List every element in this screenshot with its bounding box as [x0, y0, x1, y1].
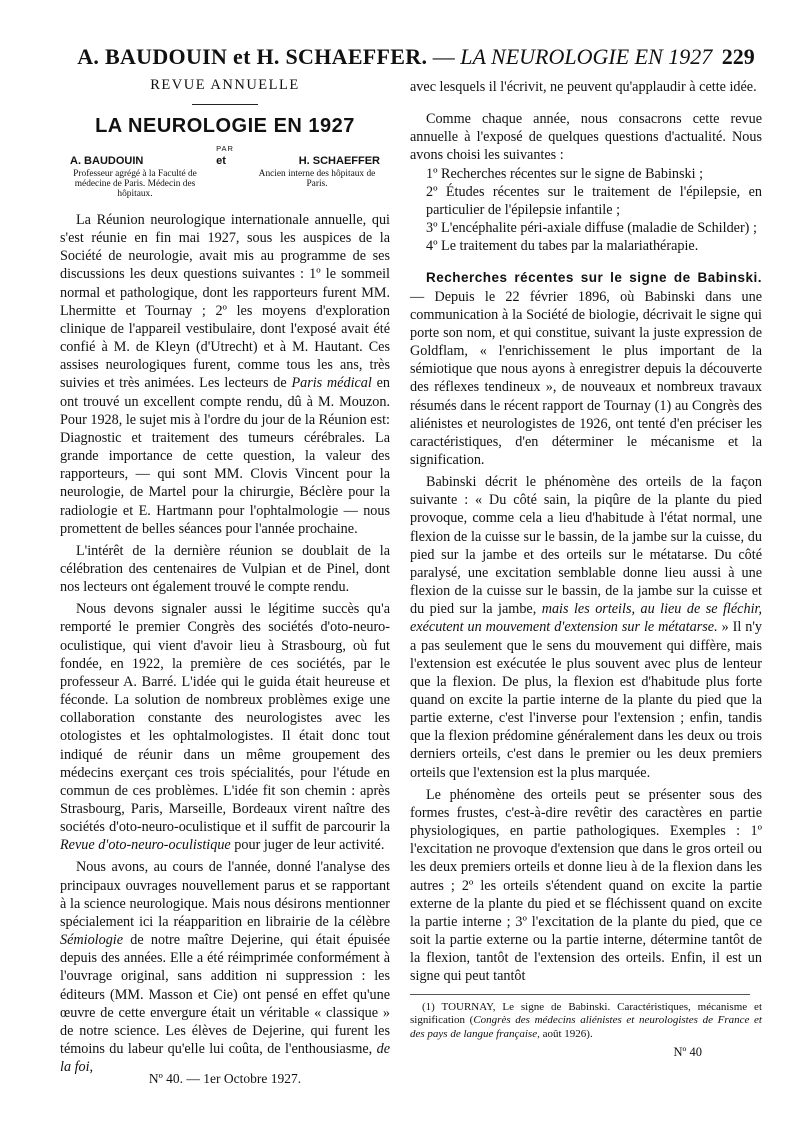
left-column: [60, 76, 390, 1076]
rubric: REVUE ANNUELLE: [150, 77, 300, 93]
running-header: [60, 44, 772, 70]
header-dash: —: [432, 44, 455, 69]
affiliations: [60, 169, 390, 199]
title-rule: [192, 104, 258, 105]
paragraph: Le phénomène des orteils peut se présenter sous des formes frustes, c'est-à-dire revêtir des caractères en partie physiologiques, en partie pathologiques. Exemples : 1º l'excitation ne provoque d'extension que dans le gros orteil ou les deux premiers orteils et donne lieu à de la flexion dans les autres ; 2º les orteils s'étendent quand on excite la partie externe de la plante du pied et se fléchissent quand on excite la partie interne ; 3º l'excitation de la plante du pied, que ce soit la partie externe ou la partie interne, détermine tantôt de la flexion, tantôt de l'extension des orteils. Enfin, il est un signe qui peut tantôt: [410, 786, 762, 985]
list-item: 2º Études récentes sur le traitement de l'épilepsie, en particulier de l'épilepsie infantile ;: [426, 183, 762, 218]
paragraph-continued: avec lesquels il l'écrivit, ne peuvent qu'applaudir à cette idée.: [410, 79, 757, 95]
issue-footer-left: Nº 40. — 1er Octobre 1927.: [148, 1071, 302, 1086]
affiliation-baudouin: Professeur agrégé à la Faculté de médecine de Paris. Médecin des hôpitaux.: [73, 169, 197, 199]
left-body: [60, 211, 390, 1076]
by-line: PAR: [216, 144, 234, 153]
paragraph: Babinski décrit le phénomène des orteils de la façon suivante : « Du côté sain, la piqûre de la plante du pied provoque, comme cela a lieu d'habitude à l'état normal, une flexion de la cuisse sur le bassin, de la jambe sur la cuisse, du pied sur la jambe et des orteils sur le métatarse. Du côté paralysé, une excitation semblable donne lieu aussi à une flexion de la cuisse sur le bassin, de la jambe sur la cuisse et du pied sur la jambe, mais les orteils, au lieu de se fléchir, exécutent un mouvement d'extension sur le métatarse. » Il n'y a pas seulement que le sens du mouvement qui diffère, mais l'extension est exécutée le plus souvent avec plus de lenteur que la flexion. De plus, la flexion est d'habitude plus forte quand on excite la partie interne de la plante du pied que la partie externe, c'est l'inverse pour l'extension ; enfin, tandis que la flexion prédomine généralement dans les deux ou trois derniers orteils, c'est dans le premier ou les deux premiers orteils que l'extension est la plus marquée.: [410, 474, 763, 781]
paragraph: Nous avons, au cours de l'année, donné l'analyse des principaux ouvrages nouvellement parus et se rapportant à la science neurologique. Mais nous désirons mentionner spécialement ici la réapparition en librairie de la célèbre Sémiologie de notre maître Dejerine, qui était épuisée depuis des années. Elle a été réimprimée conformément à l'ouvrage original, sans addition ni suppression : les éditeurs (MM. Masson et Cie) ont pensé en effet qu'une œuvre de cette envergure était un véritable « classique » de notre science. Les élèves de Dejerine, qui furent les témoins du labeur qu'elle lui coûta, de l'enthousiasme, de la foi,: [60, 859, 390, 1076]
list-item: 4º Le traitement du tabes par la malariathérapie.: [426, 238, 699, 255]
footnote: (1) TOURNAY, Le signe de Babinski. Caractéristiques, mécanisme et signification (Congrès des médecins aliénistes et neurologistes de France et des pays de langue française, août 1926).: [410, 1000, 762, 1040]
list-item: 3º L'encéphalite péri-axiale diffuse (maladie de Schilder) ;: [426, 220, 757, 237]
author-line: [60, 155, 390, 167]
right-body: [410, 78, 762, 986]
section-heading: Recherches récentes sur le signe de Babinski.: [426, 270, 762, 286]
paragraph: Nous devons signaler aussi le légitime succès qu'a remporté le premier Congrès des sociétés d'oto-neuro-oculistique, qui vient d'avoir lieu à Strasbourg, où fut fondée, en 1922, la première de ces sociétés, par le professeur A. Barré. L'idée qui le guida était heureuse et féconde. La solution de nombreux problèmes exige une collaboration constante des neurologistes avec les otologistes et les ophtalmologistes. Il était donc tout indiqué de réunir dans un même groupement des médecins exerçant ces trois spécialités, pour l'étude en commun de ces problèmes. L'idée fit son chemin : après Strasbourg, Paris, Marseille, Bordeaux virent naître des sociétés d'oto-neuro-oculistique et il suffit de parcourir la Revue d'oto-neuro-oculistique pour juger de leur activité.: [60, 601, 390, 854]
header-journal-title: LA NEUROLOGIE EN 1927: [460, 44, 713, 69]
page-number: 229: [721, 44, 755, 69]
paragraph: L'intérêt de la dernière réunion se doublait de la célébration des centenaires de Vulpian et de Pinel, dont nos lecteurs ont également trouvé le compte rendu.: [60, 542, 390, 596]
author-schaeffer: H. SCHAEFFER: [298, 155, 380, 167]
paragraph: La Réunion neurologique internationale annuelle, qui s'est réunie en fin mai 1927, sous les auspices de la Société de neurologie, avait mis au programme de ses discussions les deux questions suivantes : 1º le sommeil normal et pathologique, dont les rapporteurs furent MM. Lhermitte et Tournay ; 2º les moyens d'exploration clinique de l'appareil vestibulaire, dont l'exposé avait été confié à M. de Kleyn (d'Utrecht) et à M. Hautant. Ces assises neurologiques furent, comme tous les ans, très suivies et très animées. Les lecteurs de Paris médical en ont trouvé un excellent compte rendu, dû à M. Mouzon. Pour 1928, le sujet mis à l'ordre du jour de la Réunion est: Diagnostic et traitement des tumeurs cérébrales. La grande importance de cette question, la valeur des rapporteurs, — qui sont MM. Clovis Vincent pour la neurologie, de Martel pour la chirurgie, Béclère pour la radiologie et E. Hartmann pour l'ophtalmologie — nous promettent de belles séances pour l'année prochaine.: [60, 212, 391, 537]
author-baudouin: A. BAUDOUIN: [70, 155, 144, 167]
paragraph: Comme chaque année, nous consacrons cette revue annuelle à l'exposé de quelques questions d'actualité. Nous avons choisi les suivantes :: [410, 111, 762, 164]
header-authors: A. BAUDOUIN et H. SCHAEFFER.: [77, 44, 428, 69]
footnote-rule: [410, 994, 750, 995]
author-et: et: [216, 155, 226, 167]
issue-footer-right: Nº 40: [673, 1045, 702, 1059]
affiliation-schaeffer: Ancien interne des hôpitaux de Paris.: [258, 169, 376, 189]
right-column: [410, 78, 762, 1060]
paragraph: Recherches récentes sur le signe de Babinski. — Depuis le 22 février 1896, où Babinski dans une communication à la Société de biologie, décrivait le signe qui porte son nom, et qui constitue, suivant la juste expression de Goldflam, « l'enrichissement le plus important de la sémiotique que nous ayons à enregistrer depuis la découverte des réflexes tendineux », de nouveaux et nombreux travaux résumés dans le récent rapport de Tournay (1) au Congrès des aliénistes et neurologistes de 1926, ont tenté d'en préciser les caractéristiques, d'en déterminer le mécanisme et la signification.: [410, 270, 762, 468]
article-title: LA NEUROLOGIE EN 1927: [95, 115, 355, 137]
list-item: 1º Recherches récentes sur le signe de Babinski ;: [426, 165, 704, 182]
